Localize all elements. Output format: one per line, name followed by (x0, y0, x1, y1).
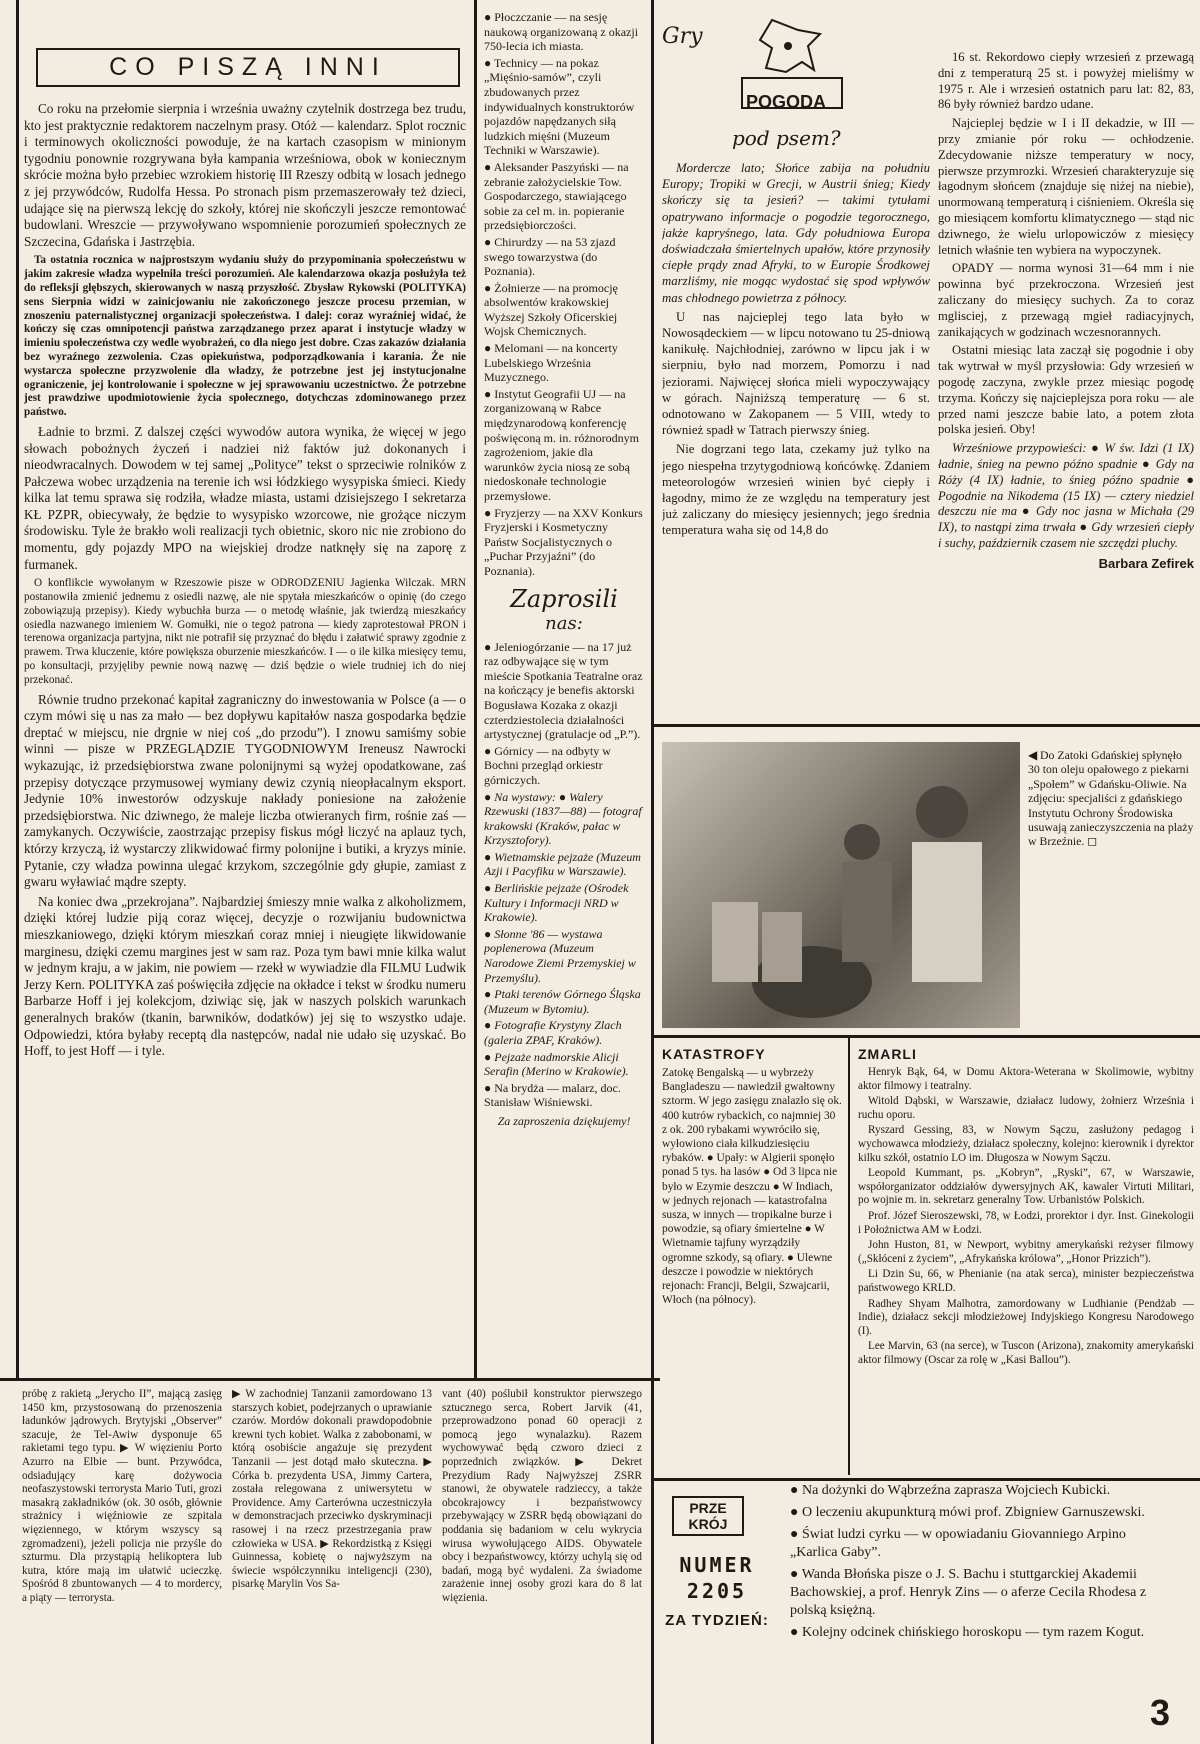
zaprosili-title: Zaprosili (510, 584, 618, 613)
weather-left-column (662, 10, 930, 720)
invitations-upper (484, 10, 644, 579)
zaprosili-subtitle: nas: (545, 612, 583, 634)
co-pisza-inni-section (24, 10, 466, 1375)
weather-right-column (938, 50, 1194, 720)
numer-label: NUMER (679, 1553, 755, 1577)
column-rule-1 (474, 0, 477, 1380)
list-item: ● Na dożynki do Wąbrzeźna zaprasza Wojciech Kubicki. (790, 1483, 1111, 1498)
przekroj-branding (662, 1488, 772, 1738)
katastrofy-section (662, 1046, 842, 1366)
list-item: ● Wietnamskie pejzaże (Muzeum Azji i Pacyfiku w Warszawie). (484, 849, 641, 879)
za-tydzien-list (790, 1482, 1160, 1702)
list-item: ● Fryzjerzy — na XXV Konkurs Fryzjerski i Kosmetyczny Państw Socjalistycznych o „Puchar Przyjaźni” (do Poznania). (484, 505, 643, 578)
logo-sub-text: pod psem? (732, 126, 841, 150)
katastrofy-text: Zatokę Bengalską — u wybrzeży Bangladeszu — nawiedził gwałtowny sztorm. W jego zasięgu znalazło się ok. 400 kutrów rybackich, co najmniej 30 z ok. 200 rybakami wywróciło się, wyłowiono ciała kilkudziesięciu rybaków. ● Upały: w Algierii sponęło ponad 5 tys. ha lasów ● Od 3 lipca nie było w Ezymie deszczu ● W Indiach, w jednych rejonach — katastrofalna susza, w innych — tropikalne burze i powodzie, są ofiary śmiertelne ● W Wietnamie tajfuny wyrządziły ogromne szkody, są ofiary. ● Ulewne deszcze i powodzie w niektórych rejonach: Francji, Belgii, Szwajcarii, Włoch (na północy). (662, 1067, 842, 1307)
photo-bottom-rule (651, 1035, 1200, 1038)
list-item: ● Chirurdzy — na 53 zjazd swego towarzystwa (do Poznania). (484, 234, 616, 279)
list-item: ● Aleksander Paszyński — na zebranie założycielskie Tow. Gospodarczego, stawiającego sobie za cel m. in. popieranie przedsiębiorczości. (484, 159, 629, 233)
obituary-item: Leopold Kummant, ps. „Kobryn”, „Ryski”, 67, w Warszawie, współorganizator oddziałów dywersyjnych AK, kawaler Virtuti Militari, po wojnie m. in. sekretarz generalny Tow. Urbanistów Polskich. (858, 1167, 1194, 1207)
paragraph: O konflikcie wywołanym w Rzeszowie pisze w ODRODZENIU Jagienka Wilczak. MRN postanowiła zmienić jednemu z osiedli nazwę, ale nie spytała mieszkańców o opinię (do czego zobowiązują przepisy). Kiedy wybuchła burza — o metodę właśnie, jak twierdzą mieszkańcy osiedla nazwanego imieniem W. Gomułki, nie o tegoż patrona — kiedy zaprotestował PRON i terenowa organizacja partyjna, nikt nie potrafił się przyznać do błędu i załatwić sprawy zgodnie z prawem. Trwa kluczenie, które powiększa oburzenie mieszkańców. I — o ile kilka miesięcy temu, po konsultacji, przyjęliby pewnie nową nazwę — dziś będzie o wiele trudniej ich do niej przekonać. (24, 577, 466, 686)
weather-logo (662, 10, 930, 160)
list-item: ● Płoczczanie — na sesję naukową organizowaną z okazji 750-lecia ich miasta. (484, 10, 639, 54)
list-item: ● Na wystawy: ● Walery Rzewuski (1837—88) — fotograf krakowski (Kraków, pałac w Krzysztofory). (484, 789, 642, 848)
paragraph: Na koniec dwa „przekrojana”. Najbardziej śmieszy mnie walka z alkoholizmem, dzięki której ludzie piją coraz więcej, decyzje o rozwijaniu budownictwa mieszkaniowego, dzięki którym mieszkań coraz mniej i nieugięte likwidowanie marginesu, dzięki czemu margines jest w sam raz. Poza tym bawi mnie kilka walut w jednym kraju, a w jakim, nie powiem — rzekł w wywiadzie dla FILMU Ludwik Jerzy Kern. POLITYKA zaś poświęciła zdjęcie na okładce i tekst w środku numeru Barbarze Hoff i jej kolekcjom, dziwiąc się, jak w naszych polskich warunkach generalnych braków (tkanin, barwników, dodatków) jej się to wszystko udaje. Odpowiedzi, która byłaby receptą dla następców, nadal nie udało się uzyskać. Bo Hoff, to jest Hoff — i tyle. (24, 893, 466, 1059)
paragraph: U nas najcieplej tego lata było w Nowosądeckiem — w lipcu notowano tu 25-dniową kanikułę. Najchłodniej, zarówno w lipcu jak i w sierpniu, było nad morzem, Pomorzu i nad jeziorami. Najwięcej słońca mieli wypoczywający w górach. Najniższą temperaturę — 6 st. odnotowano w Zakopanem — 5 VIII, wtedy to również spadł w Tatrach pierwszy śnieg. (662, 309, 930, 438)
weather-article-continued (938, 50, 1194, 552)
weather-article (662, 160, 930, 539)
zaprosili-section (484, 10, 644, 1375)
invitations-lower (484, 640, 644, 1110)
weather-bottom-rule (651, 724, 1200, 727)
obituary-item: Prof. Józef Sieroszewski, 78, w Łodzi, prorektor i dyr. Inst. Ginekologii i Położnictwa AM w Łodzi. (858, 1209, 1194, 1236)
list-item: ● Berlińskie pejzaże (Ośrodek Kultury i Informacji NRD w Krakowie). (484, 881, 629, 925)
paragraph: Mordercze lato; Słońce zabija na południu Europy; Tropiki w Grecji, w Austrii śnieg; Kiedy skończy się ta jesień? — takimi tytułami opatrywano informacje o pogodzie tegorocznego, jakże kapryśnego, lata. Gdy południowa Europa doświadczała śmiertelnych upałów, które przynosiły ciepłe prądy znad Afryki, to w Europie Środkowej marzliśmy, nie mogąc wydostać się spod wpływów mas chłodnego powietrza z północy. (662, 161, 930, 305)
obituary-item: Henryk Bąk, 64, w Domu Aktora-Weterana w Skolimowie, wybitny aktor filmowy i teatralny. (858, 1066, 1194, 1092)
logo-top-text: Gry (662, 24, 703, 49)
article-body (24, 101, 466, 1060)
news-column-1: próbę z rakietą „Jerycho II”, mającą zasięg 1450 km, przystosowaną do przenoszenia ładunków jądrowych. Brytyjski „Observer” szacuje, że Tel-Awiw dysponuje 65 rakietami tego typu. ▶ W więzieniu Porto Azurro na Elbie — bunt. Przywódca, odsiadujący karę dożywocia neofaszystowski terrorysta Mario Tuti, grozi masakrą zakładników (ok. 30 osób, głównie strażnicy i więźniowie ze szpitala więziennego, w którym wszyscy są zgromadzeni), jeżeli policja nie przyśle do szturmu. Dla przystąpią helikoptera lub kutra, które mają im ułatwić ucieczkę. Spośród 8 zbuntowanych — 4 to mordercy, a piąty — terrorysta. (22, 1388, 222, 1604)
za-tydzien-top-rule (651, 1478, 1200, 1481)
list-item: ● Instytut Geografii UJ — na zorganizowaną w Rabce międzynarodową konferencję poświęconą m. in. różnorodnym zagrożeniom, jakie dla warunków życia niosą ze sobą niedoskonałe technologie przemysłowe. (484, 386, 639, 503)
paragraph: OPADY — norma wynosi 31—64 mm i nie powinna być przekroczona. Wrzesień jest zaliczany do miesięcy suchych. Za to coraz mglisciej, z przewagą mgieł radiacyjnych, zanikających w godzinach wczesnorannych. (938, 261, 1194, 339)
list-item: ● Fotografie Krystyny Zlach (galeria ZPAF, Kraków). (484, 1018, 622, 1047)
list-item: ● Kolejny odcinek chińskiego horoskopu — tym razem Kogut. (790, 1625, 1145, 1640)
numer-value: 2205 (686, 1579, 748, 1603)
photo-scene-icon (662, 742, 1020, 1028)
przekroj-logo: PRZE KRÓJ (672, 1496, 744, 1536)
logo-main-text: POGODA (746, 92, 827, 112)
za-tydzien-label: ZA TYDZIEŃ: (665, 1612, 769, 1629)
photo-caption: ◀ Do Zatoki Gdańskiej spłynęło 30 ton oleju opałowego z piekarni „Społem” w Gdańsku-Oliwie. Na zdjęciu: specjaliści z gdańskiego Instytutu Ochrony Środowiska usuwają zanieczyszczenia na plaży w Brzeźnie. ◻ (1028, 748, 1194, 849)
left-border-rule (16, 0, 19, 1380)
obituary-item: Ryszard Gessing, 83, w Nowym Sączu, zasłużony pedagog i wychowawca młodzieży, działacz społeczny, kolejno: kierownik i dyrektor kilku szkół, ostatnio LO im. Długosza w Nowym Sączu. (858, 1124, 1194, 1164)
list-item: ● Na brydża — malarz, doc. Stanisław Wiśniewski. (484, 1080, 621, 1110)
page-number: 3 (1150, 1692, 1171, 1733)
list-item: ● Pejzaże nadmorskie Alicji Serafin (Merino w Krakowie). (484, 1049, 629, 1079)
paragraph: Równie trudno przekonać kapitał zagraniczny do inwestowania w Polsce (a — o czym mówi się u nas za mało — bez dopływu kapitałów nasza gospodarka będzie dreptać w miejscu, nie drgnie w niej coś „do przodu”). I znowu samiśmy sobie winni — pisze w PRZEGLĄDZIE TYGODNIOWYM Ireneusz Nawrocki wykazując, iż przedsiębiorstwa zwane polonijnymi są wyżej opodatkowane, zaś przepisy dotyczące przymusowej wymiany dewiz czynią nieopłacalnym eksport. Jedynie 10% inwestorów odzyskuje nakłady poniesione na założenie przedsiębiorstwa. Nic dziwnego, że maleje liczba otwieranych firm, rośnie zaś — zamykanych. Oczywiście, zaostrzając przepisy fiskus mógł liczyć na aplauz tych, którzy krzyczą, iż wystarczy zlikwidować firmy polonijne i butiki, a kryzys minie. Pytanie, czy władza powinna ulegać krzykom, szczególnie gdy głupie, zamiast z gwaru wyławiać mądre szepty. (24, 691, 466, 890)
section-header: CO PISZĄ INNI (36, 48, 460, 87)
column-rule-4 (651, 1380, 654, 1744)
list-item: ● Jeleniogórzanie — na 17 już raz odbywające się w tym mieście Spotkania Teatralne oraz na kończący je benefis aktorski Bogusława Kozaka z okazji czterdziestolecia działalności artystycznej (gratulacje od „P.”). (484, 639, 643, 742)
column-rule-2 (651, 0, 654, 1380)
obituary-item: Li Dzin Su, 66, w Phenianie (na atak serca), minister bezpieczeństwa państwowego KRLD. (858, 1268, 1194, 1294)
paragraph: 16 st. Rekordowo ciepły wrzesień z przewagą dni z temperaturą 25 st. i powyżej mieliśmy w 1975 r. Ale i wrzesień ostatnich paru lat: 82, 83, 86 były również bardzo udane. (938, 50, 1194, 112)
news-column-2: ▶ W zachodniej Tanzanii zamordowano 13 starszych kobiet, podejrzanych o uprawianie czarów. Mordów dokonali prawdopodobnie krewni tych kobiet. Walka z zabobonami, w którą osobiście angażuje się prezydent Tanzanii — jest dotąd mało skuteczna. ▶ Córka b. prezydenta USA, Jimmy Cartera, została relegowana z uniwersytetu w Providence. Amy Carterówna uczestniczyła w demonstracjach przeciwko dyskryminacji rasowej i na rzecz przestrzegania praw człowieka w USA. ▶ Rekordzistką z Księgi Guinnessa, kobietę o najwyższym na świecie współczynniku inteligencji (230), pisarkę Marylin Vos Sa- (232, 1388, 432, 1591)
closing-thanks: Za zaproszenia dziękujemy! (497, 1113, 631, 1128)
zmarli-title: ZMARLI (858, 1046, 917, 1062)
zmarli-section (858, 1046, 1194, 1366)
katastrofy-title: KATASTROFY (662, 1046, 766, 1062)
news-column-3: vant (40) poślubił konstruktor pierwszego sztucznego serca, Robert Jarvik (41, przeprowadzono ponad 60 operacji z pomocą jego wynalazku). Razem wychowywać będą czworo dzieci z poprzednich związków. ▶ Dekret Prezydium Rady Najwyższej ZSRR stanowi, że obywatele radzieccy, a także obcokrajowcy i bezpaństwowcy przebywający w ZSRR będą obowiązani do poddania się badaniom w celu wykrycia wirusa wywołującego AIDS. Obywatele obcy i bezpaństwowcy, którzy uchylą się od badań, mogą być wydaleni. Za świadome zarażenie innej osoby grozi kara do 8 lat więzienia. (442, 1388, 642, 1604)
paragraph: Ładnie to brzmi. Z dalszej części wywodów autora wynika, że więcej w jego słowach pobożnych życzeń i nadziei niż faktów już dokonanych i nieodwracalnych. Dowodem w tej samej „Polityce” tekst o sprzeciwie rolników z Pałczewa wobec urządzenia na terenie ich wsi łódzkiego wysypiska śmieci. Kiedy kilka lat temu sprawa się rodziła, władze miasta, ustami dzisiejszego I sekretarza KŁ PZPR, obiecywały, że będzie to wysypisko wzorcowe, nie grożące niczym środowisku. Tyle że brakło woli realizacji tych obietnic, skoro nic nie zrobiono do momentu, gdy pojazdy MPO na wiejskiej drodze natknęły się na zaporę z furmanek. (24, 423, 466, 572)
list-item: ● Świat ludzi cyrku — w opowiadaniu Giovanniego Arpino „Karlica Gaby”. (790, 1527, 1126, 1560)
paragraph: Co roku na przełomie sierpnia i września uważny czytelnik dostrzega bez trudu, kto jest praktycznie redaktorem naczelnym prasy. Otóż — kalendarz. Splot rocznic i terminowych okoliczności powoduje, że na kartach czasopism w minionym tygodniu ponownie rozgrywana była kampania wrześniowa, obok w koniecznym skrócie można było przebiec wzrokiem historię III Rzeszy odbitą w losach jednego z jej przywódców, Rudolfa Hessa. Po stronach pism przemaszerowały też dzieci, udające się na pierwszą lekcję do szkoły, której nie skończyli jeszcze remontować budowlani. Wreszcie — przywoływano wspomnienie porozumień społecznych ze Szczecina, Gdańska i Jastrzębia. (24, 101, 466, 249)
obituary-item: John Huston, 81, w Newport, wybitny amerykański reżyser filmowy („Skłóceni z życiem”, „Afrykańska królowa”, „Honor Prizzich”). (858, 1239, 1194, 1265)
paragraph: Wrześniowe przypowieści: ● W św. Idzi (1 IX) ładnie, śnieg na pewno późno spadnie ● Gdy na Róży (4 IX) ładnie, to śnieg późno spadnie ● Pogodnie na Nikodema (15 IX) — cztery niedziel deszczu nie ma ● Gdy noc jasna w Michała (29 IX), to nastąpi zima trwała ● Gdy wrzesień ciepły i suchy, październik czasem nie szczędzi pluchy. (938, 441, 1194, 550)
bottom-section-rule (0, 1378, 660, 1381)
quote-block (24, 254, 466, 420)
paragraph: Nie dogrzani tego lata, czekamy już tylko na jego niespełna trzytygodniową końcówkę. Zdaniem meteorologów wrzesień winien być ciepły i łagodny, mimo że ze względu na temperatury jest już zaliczany do miesięcy jesiennych; jego średnia temperatura waha się od 14,8 do (662, 442, 930, 538)
small-text-block (24, 577, 466, 687)
oil-spill-photo (662, 742, 1020, 1028)
obituary-item: Radhey Shyam Malhotra, zamordowany w Ludhianie (Pendżab — Indie), działacz sekcji młodzieżowej Indyjskiego Kongresu Narodowego (I). (858, 1297, 1194, 1337)
list-item: ● Ptaki terenów Górnego Śląska (Muzeum w Bytomiu). (484, 987, 641, 1016)
list-item: ● Wanda Błońska pisze o J. S. Bachu i stuttgarckiej Akademii Bachowskiej, a prof. Henryk Zins — o aferze Cecila Rhodesa z polską księżną. (790, 1567, 1147, 1618)
author-signature: Barbara Zefirek (1098, 555, 1194, 571)
column-rule-3 (848, 1035, 850, 1475)
list-item: ● O leczeniu akupunkturą mówi prof. Zbigniew Garnuszewski. (790, 1505, 1145, 1520)
list-item: ● Górnicy — na odbyty w Bochni przegląd orkiestr górniczych. (484, 743, 611, 787)
list-item: ● Melomani — na koncerty Lubelskiego Września Muzycznego. (484, 341, 618, 385)
list-item: ● Żołnierze — na promocję absolwentów krakowskiej Wyższej Szkoły Oficerskiej Wojsk Chemicznych. (484, 280, 618, 339)
list-item: ● Słonne '86 — wystawa poplenerowa (Muzeum Narodowe Ziemi Przemyskiej w Przemyślu). (484, 926, 636, 985)
paragraph: Ta ostatnia rocznica w najprostszym wydaniu służy do przypominania społeczeństwu w jakim zakresie władza wypełniła treści porozumień. Ale kalendarzowa okazja posłużyła też do refleksji głębszych, skierowanych w naszą przyszłość. Zbysław Rykowski (POLITYKA) sens Sierpnia widzi w zainicjowaniu nie zakończonego jeszcze procesu przemian, w znoszeniu paternalistycznej organizacji społeczeństwa. I dalej: coraz wyraźniej widać, że kończy się czas omnipotencji państwa zarządzanego przez aparat i instytucje władzy w imieniu społeczeństwa czy wedle wyobrażeń, co dla niego jest dobre. Czas zakazów działania bez wyraźnego zezwolenia. Czas opiekuństwa, podporządkowania i karania. Że nie wystarcza społeczne przyzwolenie dla władzy, że potrzebne jest jej instytucjonalne ograniczenie, jej kontrolowanie i społeczne w jej sprawowaniu uczestnictwo. Że potrzebne jest prawdziwe upodmiotowienie życia społecznego, dotychczas zdominowanego przez państwo. (24, 254, 466, 419)
obituary-item: Witold Dąbski, w Warszawie, działacz ludowy, żołnierz Września i ruchu oporu. (858, 1095, 1194, 1121)
list-item: ● Technicy — na pokaz „Mięśnio-samów”, czyli zbudowanych przez indywidualnych konstruktorów pojazdów napędzanych siłą ludzkich mięśni (Muzeum Techniki w Warszawie). (484, 55, 635, 158)
paragraph: Ostatni miesiąc lata zaczął się pogodnie i oby tak wytrwał w myśl przysłowia: Gdy wrzesień w pogodę zaczyna, zwykle przez miesiąc pogodę trzyma. Kończy się najcieplejsza pora roku — ale przed nami jeszcze babie lato, a potem złota polska jesień. Oby! (938, 343, 1194, 437)
paragraph: Najcieplej będzie w I i II dekadzie, w III — przy zmianie pór roku — ochłodzenie. Zdecydowanie niższe temperatury w nocy, pierwsze przymrozki. Wrzesień charakteryzuje się łagodnym słońcem (znajduje się niżej na niebie), unormowaną temperaturą i ciśnieniem. Określa się go miesiącem komfortu klimatycznego — stąd nic dziwnego, że wielu urlopowiczów z miesięcy letnich właśnie ten wybiera na wypoczynek. (938, 116, 1194, 257)
zmarli-list (858, 1066, 1194, 1366)
obituary-item: Lee Marvin, 63 (na serce), w Tuscon (Arizona), znakomity amerykański aktor filmowy (Oscar za rolę w „Kasi Ballou”). (858, 1340, 1194, 1366)
